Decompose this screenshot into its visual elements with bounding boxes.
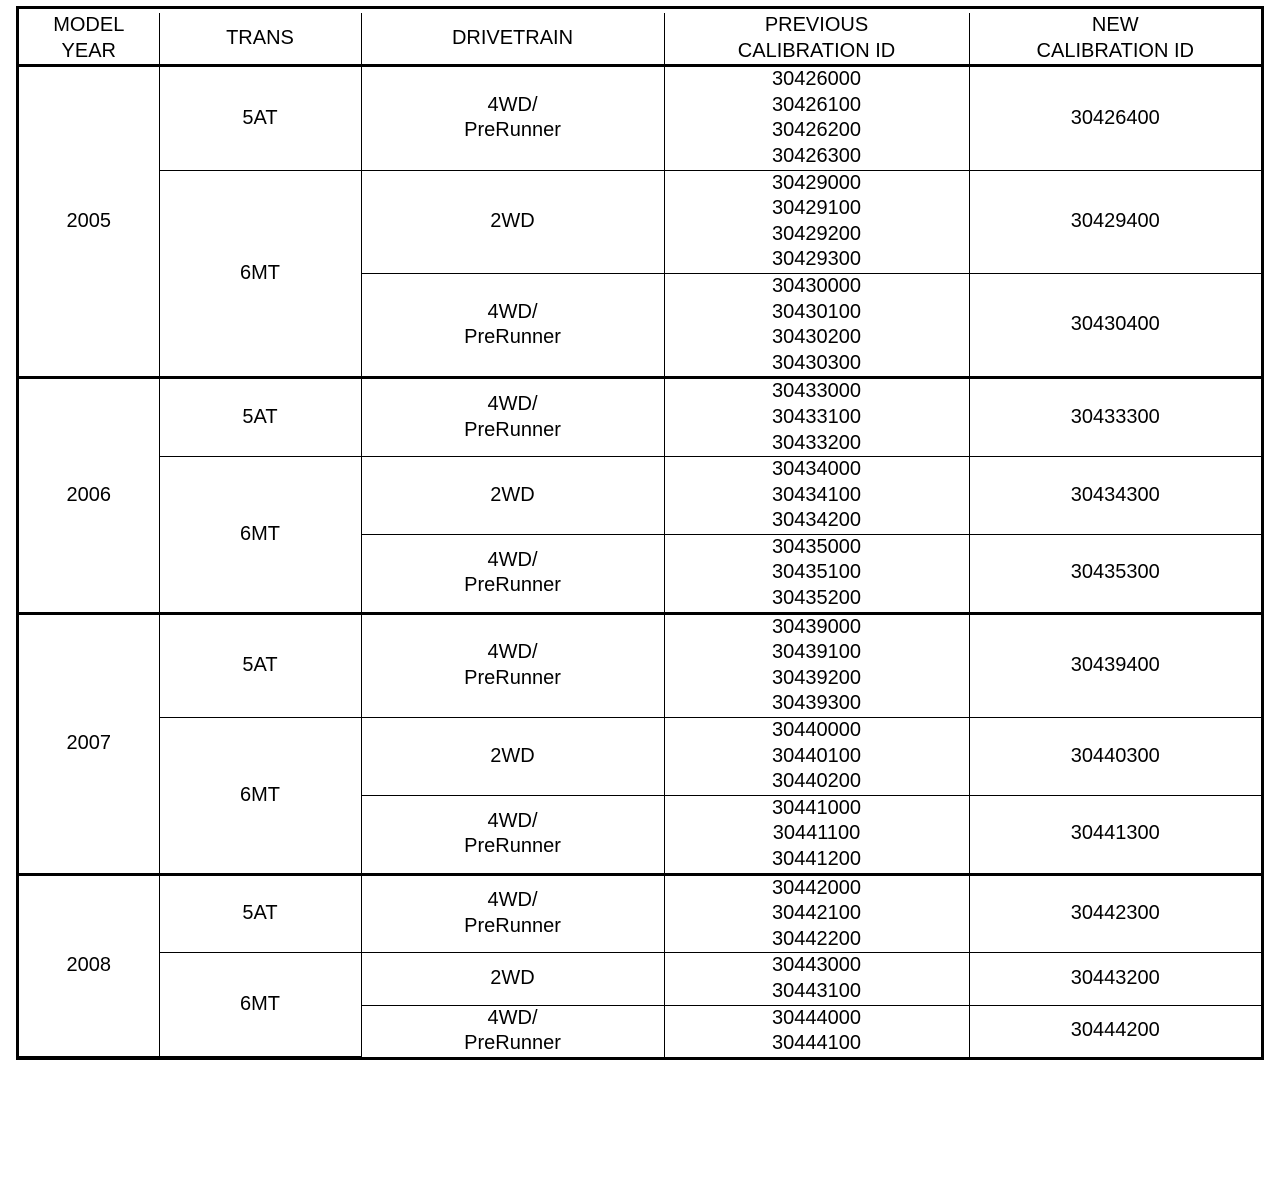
- drivetrain-line: 4WD/: [487, 1006, 538, 1029]
- drivetrain-line: PreRunner: [464, 326, 561, 349]
- previous-id: 30433200: [772, 431, 861, 454]
- previous-id: 30439200: [772, 666, 861, 689]
- previous-id: 30442000: [772, 876, 861, 899]
- drivetrain-cell: [361, 457, 664, 535]
- trans-cell: 5AT: [159, 378, 361, 457]
- new-calibration-id-cell: 30444200: [969, 1005, 1261, 1057]
- previous-id: 30429300: [772, 248, 861, 271]
- drivetrain-cell: [361, 953, 664, 1005]
- table-row: [19, 953, 1261, 1005]
- new-calibration-id-cell: 30435300: [969, 534, 1261, 613]
- table-row: [19, 457, 1261, 535]
- previous-id: 30444100: [772, 1032, 861, 1055]
- table-body: [19, 66, 1261, 1057]
- drivetrain-line: PreRunner: [464, 574, 561, 597]
- column-header-model-year: [19, 13, 159, 66]
- previous-id: 30430100: [772, 300, 861, 323]
- trans-cell: 6MT: [159, 170, 361, 378]
- drivetrain-line: 4WD/: [487, 548, 538, 571]
- previous-id: 30440000: [772, 719, 861, 742]
- previous-id: 30441200: [772, 848, 861, 870]
- new-calibration-id-cell: 30440300: [969, 718, 1261, 796]
- drivetrain-line: 2WD: [490, 967, 535, 990]
- drivetrain-line: PreRunner: [464, 914, 561, 937]
- previous-id: 30441000: [772, 796, 861, 819]
- drivetrain-cell: [361, 718, 664, 796]
- new-calibration-id-cell: 30443200: [969, 953, 1261, 1005]
- table-row: [19, 378, 1261, 457]
- trans-cell: 6MT: [159, 953, 361, 1057]
- table-row: [19, 874, 1261, 953]
- new-calibration-id-cell: 30439400: [969, 613, 1261, 717]
- header-line-2: CALIBRATION ID: [1036, 39, 1194, 62]
- drivetrain-line: PreRunner: [464, 1032, 561, 1055]
- previous-id: 30443100: [772, 979, 861, 1002]
- drivetrain-line: PreRunner: [464, 835, 561, 858]
- new-calibration-id-cell: 30434300: [969, 457, 1261, 535]
- drivetrain-line: 4WD/: [487, 889, 538, 912]
- previous-id: 30443000: [772, 954, 861, 977]
- previous-id: 30440100: [772, 744, 861, 767]
- drivetrain-line: 2WD: [490, 209, 535, 232]
- previous-id: 30434200: [772, 509, 861, 532]
- previous-id: 30435100: [772, 561, 861, 584]
- header-line-1: NEW: [1091, 14, 1139, 36]
- drivetrain-line: 4WD/: [487, 809, 538, 832]
- calibration-table-wrapper: [16, 6, 1264, 1060]
- new-calibration-id-cell: 30433300: [969, 378, 1261, 457]
- trans-cell: 6MT: [159, 457, 361, 614]
- previous-id: 30426300: [772, 144, 861, 167]
- previous-calibration-id-cell: [664, 378, 969, 457]
- trans-cell: 5AT: [159, 874, 361, 953]
- previous-id: 30429200: [772, 222, 861, 245]
- header-line-2: CALIBRATION ID: [737, 39, 896, 62]
- drivetrain-cell: [361, 378, 664, 457]
- drivetrain-line: PreRunner: [464, 418, 561, 441]
- previous-calibration-id-cell: [664, 953, 969, 1005]
- previous-calibration-id-cell: [664, 534, 969, 613]
- table-row: [19, 613, 1261, 717]
- table-header: [19, 13, 1261, 66]
- header-line-1: PREVIOUS: [764, 14, 869, 36]
- drivetrain-line: 4WD/: [487, 93, 538, 116]
- new-calibration-id-cell: 30442300: [969, 874, 1261, 953]
- previous-id: 30444000: [772, 1006, 861, 1029]
- new-calibration-id-cell: 30430400: [969, 273, 1261, 377]
- new-calibration-id-cell: 30429400: [969, 170, 1261, 273]
- previous-id: 30435200: [772, 587, 861, 610]
- previous-id: 30430300: [772, 351, 861, 374]
- previous-id: 30430200: [772, 326, 861, 349]
- previous-calibration-id-cell: [664, 613, 969, 717]
- previous-id: 30434000: [772, 458, 861, 481]
- previous-calibration-id-cell: [664, 795, 969, 874]
- previous-id: 30442200: [772, 927, 861, 950]
- previous-calibration-id-cell: [664, 273, 969, 377]
- drivetrain-cell: [361, 874, 664, 953]
- previous-id: 30439000: [772, 615, 861, 638]
- drivetrain-line: 4WD/: [487, 393, 538, 416]
- drivetrain-line: PreRunner: [464, 119, 561, 142]
- column-header-previous-calibration-id: [664, 13, 969, 66]
- previous-id: 30430000: [772, 274, 861, 297]
- previous-calibration-id-cell: [664, 1005, 969, 1057]
- drivetrain-line: PreRunner: [464, 666, 561, 689]
- new-calibration-id-cell: 30426400: [969, 66, 1261, 170]
- previous-id: 30439100: [772, 641, 861, 664]
- table-row: [19, 170, 1261, 273]
- previous-id: 30426100: [772, 93, 861, 116]
- header-line-1: TRANS: [226, 26, 294, 49]
- previous-calibration-id-cell: [664, 457, 969, 535]
- drivetrain-cell: [361, 795, 664, 874]
- previous-id: 30439300: [772, 692, 861, 715]
- table-header-row: [19, 13, 1261, 66]
- drivetrain-cell: [361, 613, 664, 717]
- calibration-table: [19, 13, 1261, 1057]
- drivetrain-cell: [361, 273, 664, 377]
- previous-id: 30426000: [772, 68, 861, 91]
- drivetrain-line: 4WD/: [487, 300, 538, 323]
- previous-id: 30435000: [772, 535, 861, 558]
- column-header-drivetrain: [361, 13, 664, 66]
- drivetrain-line: 4WD/: [487, 641, 538, 664]
- previous-calibration-id-cell: [664, 170, 969, 273]
- header-line-1: DRIVETRAIN: [451, 26, 574, 49]
- model-year-cell: 2008: [19, 874, 159, 1057]
- previous-id: 30429100: [772, 197, 861, 220]
- header-line-2: YEAR: [61, 39, 116, 62]
- model-year-cell: 2007: [19, 613, 159, 874]
- previous-calibration-id-cell: [664, 718, 969, 796]
- previous-id: 30441100: [772, 822, 861, 845]
- previous-id: 30440200: [772, 770, 861, 793]
- table-row: [19, 66, 1261, 170]
- column-header-trans: [159, 13, 361, 66]
- drivetrain-line: 2WD: [490, 483, 535, 506]
- table-row: [19, 718, 1261, 796]
- drivetrain-cell: [361, 534, 664, 613]
- previous-calibration-id-cell: [664, 874, 969, 953]
- drivetrain-cell: [361, 170, 664, 273]
- previous-calibration-id-cell: [664, 66, 969, 170]
- column-header-new-calibration-id: [969, 13, 1261, 66]
- drivetrain-cell: [361, 1005, 664, 1057]
- trans-cell: 6MT: [159, 718, 361, 875]
- previous-id: 30433000: [772, 380, 861, 403]
- trans-cell: 5AT: [159, 66, 361, 170]
- header-line-1: MODEL: [53, 14, 125, 36]
- trans-cell: 5AT: [159, 613, 361, 717]
- previous-id: 30434100: [772, 483, 861, 506]
- model-year-cell: 2005: [19, 66, 159, 378]
- new-calibration-id-cell: 30441300: [969, 795, 1261, 874]
- drivetrain-cell: [361, 66, 664, 170]
- previous-id: 30429000: [772, 171, 861, 194]
- previous-id: 30433100: [772, 405, 861, 428]
- model-year-cell: 2006: [19, 378, 159, 613]
- previous-id: 30442100: [772, 902, 861, 925]
- drivetrain-line: 2WD: [490, 744, 535, 767]
- previous-id: 30426200: [772, 119, 861, 142]
